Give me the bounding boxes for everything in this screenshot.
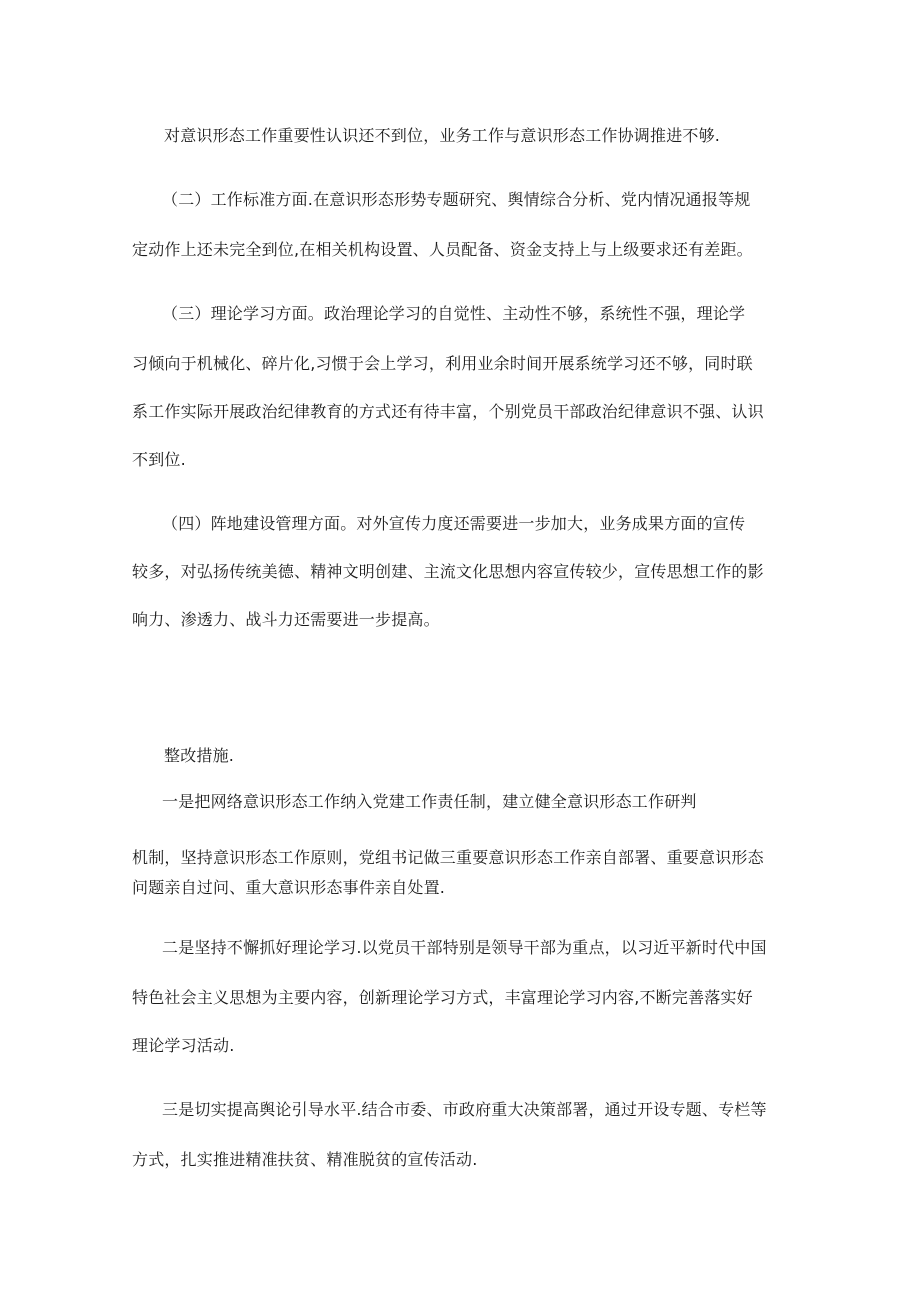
paragraph-3-line-4: 不到位. bbox=[132, 450, 186, 469]
paragraph-3-line-1: （三）理论学习方面。政治理论学习的自觉性、主动性不够，系统性不强，理论学 bbox=[162, 304, 746, 323]
paragraph-4-line-3: 响力、渗透力、战斗力还需要进一步提高。 bbox=[132, 610, 440, 629]
paragraph-3-line-3: 系工作实际开展政治纪律教育的方式还有待丰富，个别党员干部政治纪律意识不强、认识 bbox=[132, 402, 764, 421]
measure-1-line-1: 一是把网络意识形态工作纳入党建工作责任制，建立健全意识形态工作研判 bbox=[162, 792, 697, 811]
measure-1-line-2: 机制，坚持意识形态工作原则，党组书记做三重要意识形态工作亲自部署、重要意识形态 bbox=[132, 848, 764, 867]
paragraph-1-line-1: 对意识形态工作重要性认识还不到位，业务工作与意识形态工作协调推进不够. bbox=[164, 126, 721, 145]
paragraph-2-line-2: 定动作上还未完全到位,在相关机构设置、人员配备、资金支持上与上级要求还有差距。 bbox=[132, 240, 753, 259]
measure-2-line-1: 二是坚持不懈抓好理论学习.以党员干部特别是领导干部为重点，以习近平新时代中国 bbox=[162, 938, 767, 957]
measure-3-line-2: 方式，扎实推进精准扶贫、精准脱贫的宣传活动. bbox=[132, 1150, 478, 1169]
paragraph-3-line-2: 习倾向于机械化、碎片化,习惯于会上学习，利用业余时间开展系统学习还不够，同时联 bbox=[132, 354, 753, 373]
paragraph-4-line-1: （四）阵地建设管理方面。对外宣传力度还需要进一步加大，业务成果方面的宣传 bbox=[162, 514, 746, 533]
measure-3-line-1: 三是切实提高舆论引导水平.结合市委、市政府重大决策部署，通过开设专题、专栏等 bbox=[162, 1100, 767, 1119]
section-heading: 整改措施. bbox=[164, 746, 235, 765]
paragraph-2-line-1: （二）工作标准方面.在意识形态形势专题研究、舆情综合分析、党内情况通报等规 bbox=[162, 190, 751, 209]
measure-2-line-3: 理论学习活动. bbox=[132, 1036, 235, 1055]
measure-2-line-2: 特色社会主义思想为主要内容，创新理论学习方式，丰富理论学习内容,不断完善落实好 bbox=[132, 988, 753, 1007]
measure-1-line-3: 问题亲自过问、重大意识形态事件亲自处置. bbox=[132, 878, 446, 897]
paragraph-4-line-2: 较多，对弘扬传统美德、精神文明创建、主流文化思想内容宣传较少，宣传思想工作的影 bbox=[132, 562, 764, 581]
